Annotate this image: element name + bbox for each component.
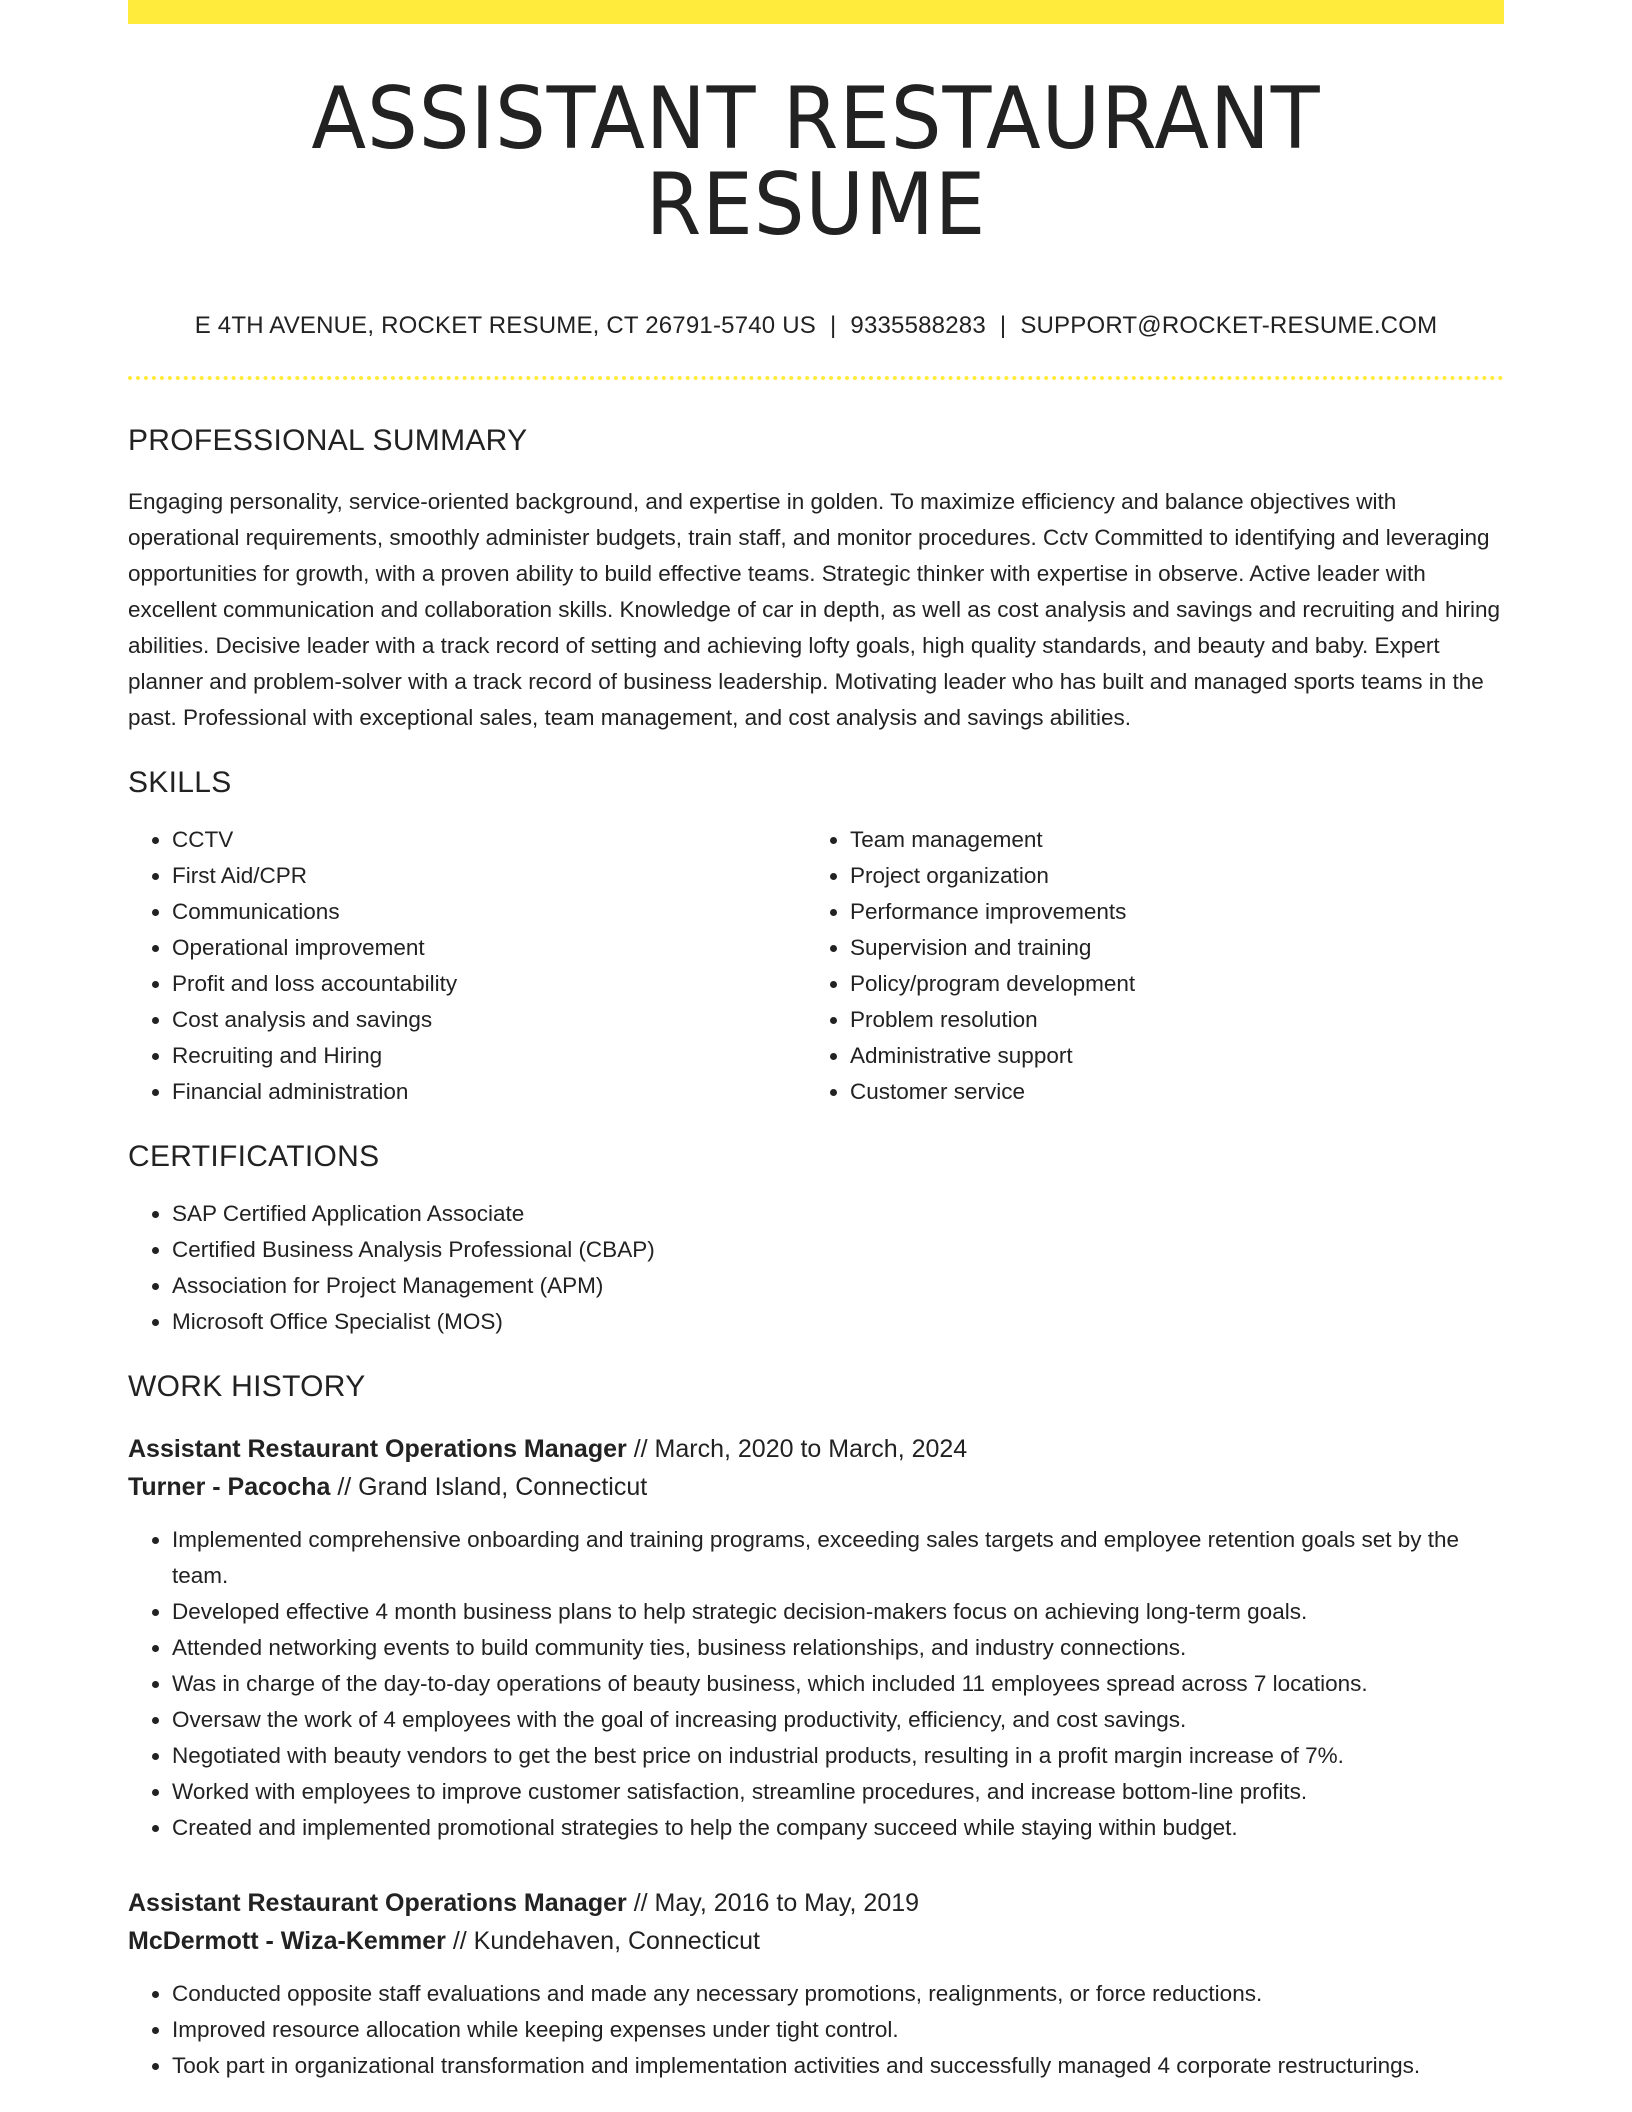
skills-heading: SKILLS	[128, 766, 232, 799]
job-bullet: • Created and implemented promotional strategies to help the company succeed while staying within budget.	[172, 1810, 1504, 1846]
job-bullet: • Took part in organizational transformation and implementation activities and successfully managed 4 corporate restructurings.	[172, 2048, 1504, 2084]
header-divider	[128, 376, 1504, 380]
job-bullet: • Negotiated with beauty vendors to get the best price on industrial products, resulting in a profit margin increase of 7%.	[172, 1738, 1504, 1774]
skill-item: • Project organization	[850, 858, 1484, 894]
skill-item: • CCTV	[172, 822, 806, 858]
certifications-heading: CERTIFICATIONS	[128, 1140, 380, 1173]
skills-list-right	[806, 822, 1484, 1110]
contact-email[interactable]: SUPPORT@ROCKET-RESUME.COM	[1020, 312, 1438, 339]
skill-item: • Performance improvements	[850, 894, 1484, 930]
skill-item: • Customer service	[850, 1074, 1484, 1110]
job-company: Turner - Pacocha	[128, 1473, 331, 1501]
skill-item: • Profit and loss accountability	[172, 966, 806, 1002]
job-bullet: • Developed effective 4 month business plans to help strategic decision-makers focus on achieving long-term goals.	[172, 1594, 1504, 1630]
skill-item: • Policy/program development	[850, 966, 1484, 1002]
skills-list-left	[128, 822, 806, 1110]
contact-line	[128, 312, 1504, 340]
resume-page	[128, 0, 1504, 2084]
job-bullet: • Conducted opposite staff evaluations and made any necessary promotions, realignments, or force reductions.	[172, 1976, 1504, 2012]
skill-item: • Problem resolution	[850, 1002, 1484, 1038]
skill-item: • First Aid/CPR	[172, 858, 806, 894]
job-entry	[128, 1884, 1504, 2084]
skill-item: • Cost analysis and savings	[172, 1002, 806, 1038]
top-accent-bar	[128, 0, 1504, 24]
job-dates: // May, 2016 to May, 2019	[633, 1889, 920, 1917]
job-company-line	[128, 1922, 1504, 1960]
job-title: Assistant Restaurant Operations Manager	[128, 1889, 627, 1917]
skill-item: • Financial administration	[172, 1074, 806, 1110]
job-company: McDermott - Wiza-Kemmer	[128, 1927, 446, 1955]
skill-item: • Supervision and training	[850, 930, 1484, 966]
job-bullet: • Oversaw the work of 4 employees with the goal of increasing productivity, efficiency, and cost savings.	[172, 1702, 1504, 1738]
job-title-line	[128, 1884, 1504, 1922]
job-bullet: • Worked with employees to improve customer satisfaction, streamline procedures, and increase bottom-line profits.	[172, 1774, 1504, 1810]
job-title-line	[128, 1430, 1504, 1468]
contact-address: E 4TH AVENUE, ROCKET RESUME, CT 26791-5740 US	[194, 312, 816, 339]
job-bullet: • Was in charge of the day-to-day operations of beauty business, which included 11 employees spread across 7 locations.	[172, 1666, 1504, 1702]
certification-item: • Certified Business Analysis Professional (CBAP)	[172, 1232, 1504, 1268]
job-bullet: • Implemented comprehensive onboarding and training programs, exceeding sales targets and employee retention goals set by the team.	[172, 1522, 1504, 1594]
job-dates: // March, 2020 to March, 2024	[633, 1435, 968, 1463]
job-location: // Kundehaven, Connecticut	[452, 1927, 760, 1955]
contact-separator: |	[829, 312, 837, 339]
job-bullets	[128, 1522, 1504, 1846]
certification-item: • Microsoft Office Specialist (MOS)	[172, 1304, 1504, 1340]
job-location: // Grand Island, Connecticut	[337, 1473, 648, 1501]
skill-item: • Administrative support	[850, 1038, 1484, 1074]
skill-item: • Operational improvement	[172, 930, 806, 966]
job-bullets	[128, 1976, 1504, 2084]
job-title: Assistant Restaurant Operations Manager	[128, 1435, 627, 1463]
contact-separator: |	[999, 312, 1007, 339]
summary-text: Engaging personality, service-oriented background, and expertise in golden. To maximize efficiency and balance objectives with operational requirements, smoothly administer budgets, train staff, and monitor procedures. Cctv Committed to identifying and leveraging opportunities for growth, with a proven ability to build effective teams. Strategic thinker with expertise in observe. Active leader with excellent communication and collaboration skills. Knowledge of car in depth, as well as cost analysis and savings and recruiting and hiring abilities. Decisive leader with a track record of setting and achieving lofty goals, high quality standards, and beauty and baby. Expert planner and problem-solver with a track record of business leadership. Motivating leader who has built and managed sports teams in the past. Professional with exceptional sales, team management, and cost analysis and savings abilities.	[128, 489, 1501, 730]
skill-item: • Team management	[850, 822, 1484, 858]
work-history-heading: WORK HISTORY	[128, 1370, 366, 1403]
job-bullet: • Improved resource allocation while keeping expenses under tight control.	[172, 2012, 1504, 2048]
summary-heading: PROFESSIONAL SUMMARY	[128, 424, 528, 457]
skills-columns	[128, 822, 1504, 1110]
certifications-list	[128, 1196, 1504, 1340]
skill-item: • Communications	[172, 894, 806, 930]
certification-item: • SAP Certified Application Associate	[172, 1196, 1504, 1232]
skill-item: • Recruiting and Hiring	[172, 1038, 806, 1074]
job-company-line	[128, 1468, 1504, 1506]
certification-item: • Association for Project Management (APM)	[172, 1268, 1504, 1304]
job-entry	[128, 1430, 1504, 1846]
resume-title: ASSISTANT RESTAURANT RESUME	[311, 69, 1321, 255]
job-bullet: • Attended networking events to build community ties, business relationships, and industry connections.	[172, 1630, 1504, 1666]
contact-phone: 9335588283	[850, 312, 986, 339]
